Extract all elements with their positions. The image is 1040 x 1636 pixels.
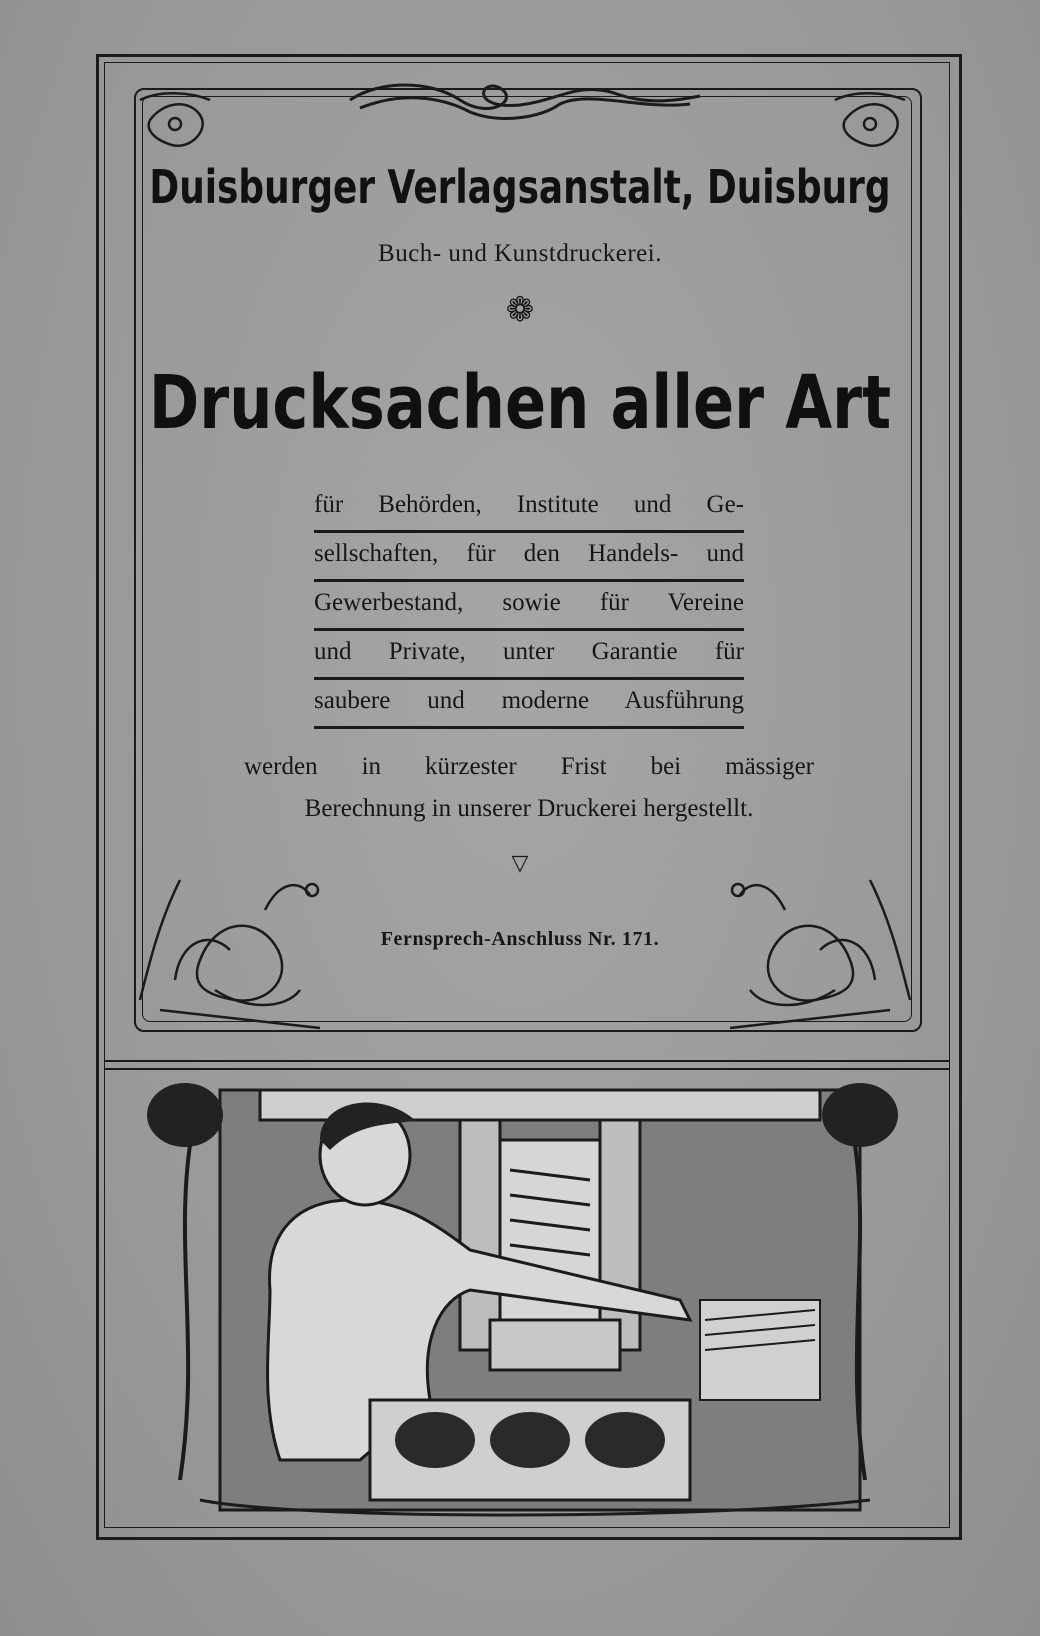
flower-ornament-bottom-right (730, 880, 910, 1028)
clients-line: Gewerbestand, sowie für Vereine (314, 582, 744, 631)
publisher-name: Duisburger Verlagsanstalt, Duisburg (149, 160, 891, 214)
flower-ornament-bottom-left (140, 880, 320, 1028)
clients-line: sellschaften, für den Handels- und (314, 533, 744, 582)
clients-line: für Behörden, Institute und Ge- (314, 484, 744, 533)
headline: Drucksachen aller Art (148, 360, 892, 446)
printing-press-illustration (147, 1083, 898, 1515)
body-line: werden in kürzester Frist bei mässiger (244, 753, 814, 780)
clients-line: saubere und moderne Ausführung (314, 680, 744, 729)
clients-line: und Private, unter Garantie für (314, 631, 744, 680)
rosette-icon: ❁ (505, 292, 535, 329)
body-line: Berechnung in unserer Druckerei hergestellt. (304, 795, 754, 822)
phone-number: Fernsprech-Anschluss Nr. 171. (380, 928, 660, 950)
corner-flower-top-left (140, 93, 210, 146)
clients-list (314, 484, 744, 729)
corner-flower-top-right (835, 93, 905, 146)
top-scroll-ornament (350, 85, 700, 118)
body-paragraph (244, 746, 814, 830)
triangle-mark: ▽ (511, 850, 529, 875)
publisher-subtitle: Buch- und Kunstdruckerei. (378, 240, 662, 267)
